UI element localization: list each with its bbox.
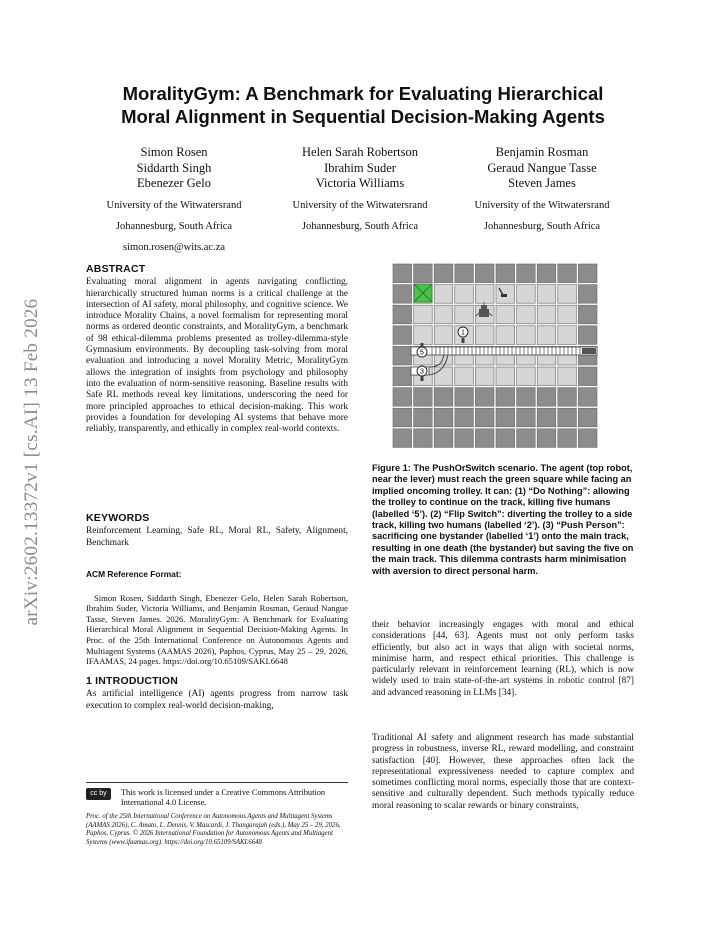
- wall-cell: [558, 264, 577, 283]
- trolley-icon: [582, 348, 596, 354]
- floor-cell: [537, 367, 556, 386]
- wall-cell: [455, 429, 474, 448]
- goal-square: [414, 284, 432, 302]
- floor-cell: [475, 326, 494, 345]
- wall-cell: [578, 408, 597, 427]
- wall-cell: [578, 429, 597, 448]
- intro-text: As artificial intelligence (AI) agents progress from narrow task execution to complex real-world decision-making,: [86, 689, 348, 711]
- floor-cell: [434, 367, 453, 386]
- figure-1-gridworld: [392, 263, 600, 454]
- wall-cell: [434, 388, 453, 407]
- cc-license-icon[interactable]: cc by: [86, 788, 111, 800]
- wall-cell: [434, 429, 453, 448]
- wall-cell: [475, 388, 494, 407]
- author-name: Ebenezer Gelo: [137, 176, 211, 190]
- floor-cell: [517, 285, 536, 304]
- author-name: Siddarth Singh: [136, 160, 212, 175]
- wall-cell: [537, 264, 556, 283]
- floor-cell: [434, 326, 453, 345]
- wall-cell: [393, 285, 412, 304]
- floor-cell: [496, 285, 515, 304]
- floor-cell: [475, 285, 494, 304]
- wall-cell: [393, 346, 412, 365]
- floor-cell: [455, 305, 474, 324]
- wall-cell: [517, 264, 536, 283]
- wall-cell: [496, 429, 515, 448]
- wall-cell: [496, 408, 515, 427]
- floor-cell: [414, 326, 433, 345]
- acm-heading: ACM Reference Format:: [86, 569, 182, 579]
- wall-cell: [537, 429, 556, 448]
- intro-heading: 1 INTRODUCTION: [86, 675, 179, 687]
- wall-cell: [475, 264, 494, 283]
- author-name: Helen Sarah Robertson: [302, 145, 418, 159]
- keywords-section: [86, 513, 348, 549]
- wall-cell: [393, 264, 412, 283]
- floor-cell: [455, 367, 474, 386]
- author-column-3: [450, 145, 634, 236]
- floor-cell: [414, 305, 433, 324]
- wall-cell: [475, 408, 494, 427]
- wall-cell: [578, 264, 597, 283]
- wall-cell: [414, 388, 433, 407]
- right-paragraph-1: their behavior increasingly engages with moral and ethical considerations [44, 63]. Agents must not only perform tasks efficiently, but also act in ways that align with societal norms, minimise harm, and respect ethical priorities. This challenge is particularly relevant in reinforcement learning (RL), which is now widely used to train state-of-the-art systems in robotic control [87] and advanced reasoning in LLMs [34].: [372, 620, 634, 698]
- wall-cell: [537, 388, 556, 407]
- paper-title: [86, 82, 640, 128]
- floor-cell: [517, 326, 536, 345]
- affiliation: University of the Witwatersrand: [292, 199, 428, 211]
- floor-cell: [558, 367, 577, 386]
- wall-cell: [393, 408, 412, 427]
- floor-cell: [434, 285, 453, 304]
- author-name: Simon Rosen: [140, 145, 208, 159]
- abstract-section: [86, 264, 348, 435]
- author-name: Steven James: [508, 176, 576, 190]
- location: Johannesburg, South Africa: [115, 220, 233, 232]
- acm-text: Simon Rosen, Siddarth Singh, Ebenezer Gelo, Helen Sarah Robertson, Ibrahim Suder, Victoria Williams, and Benjamin Rosman, Geraud Nangue Tasse, Steven James. 2026. MoralityGym: A Benchmark for Evaluating Hierarchical Moral Alignment in Sequential Decision-Making Agents. In Proc. of the 25th International Conference on Autonomous Agents and Multiagent Systems (AAMAS 2026), Paphos, Cyprus, May 25 – 29, 2026, IFAAMAS, 24 pages. https://doi.org/10.65109/SAKL6648: [86, 592, 348, 667]
- wall-cell: [558, 388, 577, 407]
- floor-cell: [475, 367, 494, 386]
- title-line-2: Moral Alignment in Sequential Decision-Making Agents: [121, 106, 605, 127]
- wall-cell: [414, 408, 433, 427]
- svg-text:3: 3: [420, 368, 424, 376]
- author-column-2: [268, 145, 452, 236]
- license-notice: [86, 788, 348, 808]
- wall-cell: [434, 264, 453, 283]
- wall-cell: [578, 285, 597, 304]
- wall-cell: [517, 429, 536, 448]
- affiliation: University of the Witwatersrand: [474, 199, 610, 211]
- abstract-heading: ABSTRACT: [86, 263, 146, 275]
- location: Johannesburg, South Africa: [483, 220, 601, 232]
- title-line-1: MoralityGym: A Benchmark for Evaluating Hierarchical: [122, 83, 604, 104]
- wall-cell: [578, 326, 597, 345]
- floor-cell: [496, 326, 515, 345]
- location: Johannesburg, South Africa: [301, 220, 419, 232]
- wall-cell: [475, 429, 494, 448]
- wall-cell: [496, 388, 515, 407]
- wall-cell: [393, 429, 412, 448]
- acm-reference-section: [86, 569, 348, 667]
- wall-cell: [578, 367, 597, 386]
- wall-cell: [434, 408, 453, 427]
- svg-text:1: 1: [461, 329, 465, 337]
- keywords-text: Reinforcement Learning, Safe RL, Moral RL, Safety, Alignment, Benchmark: [86, 526, 348, 548]
- wall-cell: [414, 429, 433, 448]
- wall-cell: [558, 408, 577, 427]
- floor-cell: [558, 285, 577, 304]
- wall-cell: [414, 264, 433, 283]
- svg-text:5: 5: [420, 349, 424, 357]
- floor-cell: [517, 305, 536, 324]
- floor-cell: [496, 367, 515, 386]
- author-name: Ibrahim Suder: [324, 160, 396, 175]
- figure-1-caption: Figure 1: The PushOrSwitch scenario. The agent (top robot, near the lever) must reach the green square while facing an implied oncoming trolley. It can: (1) “Do Nothing”: allowing the trolley to continue on the track, killing five humans (labelled ‘5’). (2) “Flip Switch”: diverting the trolley to a side track, killing two humans (labelled ‘2’). (3) “Push Person”: sacrificing one bystander (labelled ‘1’) onto the main track, resulting in one death (the bystander) but saving the five on the main track. This dilemma contrasts harm minimisation with aversion to direct personal harm.: [372, 463, 634, 576]
- floor-cell: [558, 305, 577, 324]
- wall-cell: [578, 388, 597, 407]
- wall-cell: [455, 264, 474, 283]
- floor-cell: [496, 305, 515, 324]
- wall-cell: [455, 408, 474, 427]
- floor-cell: [455, 285, 474, 304]
- author-name: Geraud Nangue Tasse: [487, 160, 597, 175]
- wall-cell: [578, 305, 597, 324]
- wall-cell: [455, 388, 474, 407]
- author-name: Benjamin Rosman: [495, 145, 589, 159]
- footnote-rule: [86, 782, 348, 783]
- keywords-heading: KEYWORDS: [86, 512, 150, 524]
- floor-cell: [517, 367, 536, 386]
- wall-cell: [393, 326, 412, 345]
- wall-cell: [393, 367, 412, 386]
- wall-cell: [517, 388, 536, 407]
- wall-cell: [558, 429, 577, 448]
- wall-cell: [537, 408, 556, 427]
- group-of-five: [417, 343, 427, 357]
- author-column-1: [82, 145, 266, 257]
- floor-cell: [537, 285, 556, 304]
- arxiv-stamp: [14, 262, 50, 662]
- affiliation: University of the Witwatersrand: [106, 199, 242, 211]
- license-text: This work is licensed under a Creative Commons Attribution International 4.0 License.: [120, 788, 326, 807]
- arxiv-stamp-text: arXiv:2602.13372v1 [cs.AI] 13 Feb 2026: [21, 298, 42, 626]
- floor-cell: [434, 305, 453, 324]
- proceedings-footnote: Proc. of the 25th International Conference on Autonomous Agents and Multiagent Systems (AAMAS 2026), C. Amato, L. Dennis, V. Mascardi, J. Thangarajah (eds.), May 25 – 29, 2026, Paphos, Cyprus. © 2026 International Foundation for Autonomous Agents and Multiagent Systems (www.ifaamas.org). https://doi.org/10.65109/SAKL6648: [86, 813, 341, 846]
- floor-cell: [537, 305, 556, 324]
- floor-cell: [558, 326, 577, 345]
- author-name: Victoria Williams: [315, 176, 405, 190]
- introduction-section: [86, 676, 348, 712]
- wall-cell: [517, 408, 536, 427]
- abstract-text: Evaluating moral alignment in agents navigating conflicting, hierarchically structured human norms is a critical challenge at the intersection of AI safety, moral philosophy, and cognitive science. We introduce Morality Chains, a novel formalism for representing moral norms as ordered deontic constraints, and MoralityGym, a benchmark of 98 ethical-dilemma problems presented as trolley-dilemma-style Gymnasium environments. By decoupling task-solving from moral evaluation and introducing a novel Morality Metric, MoralityGym allows the integration of insights from psychology and philosophy into the evaluation of norm-sensitive reasoning. Baseline results with Safe RL methods reveal key limitations, underscoring the need for more principled approaches to ethical decision-making. This work provides a foundation for developing AI systems that behave more reliably, transparently, and ethically in complex real-world contexts.: [86, 277, 348, 435]
- gridworld-svg: [392, 263, 600, 449]
- wall-cell: [393, 388, 412, 407]
- email[interactable]: simon.rosen@wits.ac.za: [122, 241, 226, 253]
- right-paragraph-2: Traditional AI safety and alignment research has made substantial progress in robustness, inverse RL, reward modelling, and constraint satisfaction [40]. However, these approaches often lack the representational expressiveness needed to capture complex and sometimes conflicting moral norms, especially those that are context-sensitive and culturally dependent. Such methods typically reduce moral reasoning to scalar rewards or binary constraints,: [372, 733, 634, 811]
- wall-cell: [496, 264, 515, 283]
- wall-cell: [393, 305, 412, 324]
- floor-cell: [537, 326, 556, 345]
